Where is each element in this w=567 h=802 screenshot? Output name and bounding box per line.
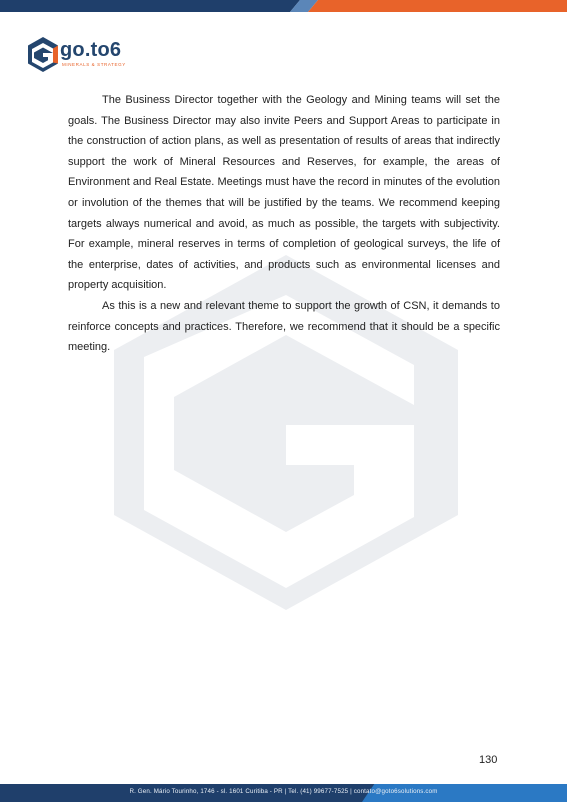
- paragraph: As this is a new and relevant theme to support the growth of CSN, it demands to reinforce concepts and practices. Therefore, we recommend that it should be a specific meeting.: [68, 299, 500, 354]
- footer-contact-text: R. Gen. Mário Tourinho, 1746 - sl. 1601 Curitiba - PR | Tel. (41) 99677-7525 | contato@goto6solutions.com: [129, 788, 438, 795]
- logo-subtitle: MINERALS & STRATEGY: [62, 62, 126, 67]
- paragraph: The Business Director together with the Geology and Mining teams will set the goals. The Business Director may also invite Peers and Support Areas to participate in the construction of action plans, as well as presentation of results of areas that indirectly support the work of Mineral Resources and Reserves, for example, the areas of Environment and Real Estate. Meetings must have the record in minutes of the evolution or involution of the themes that will be justified by the teams. We recommend keeping targets always numerical and avoid, as much as possible, the targets with subjectivity. For example, mineral reserves in terms of completion of geological surveys, the life of the enterprise, dates of activities, and products such as environmental licenses and property acquisition.: [68, 94, 500, 292]
- header-color-bar: [0, 0, 567, 12]
- logo-wordmark: go.to6: [60, 39, 122, 61]
- document-body: [68, 90, 500, 358]
- page-number: 130: [479, 754, 498, 766]
